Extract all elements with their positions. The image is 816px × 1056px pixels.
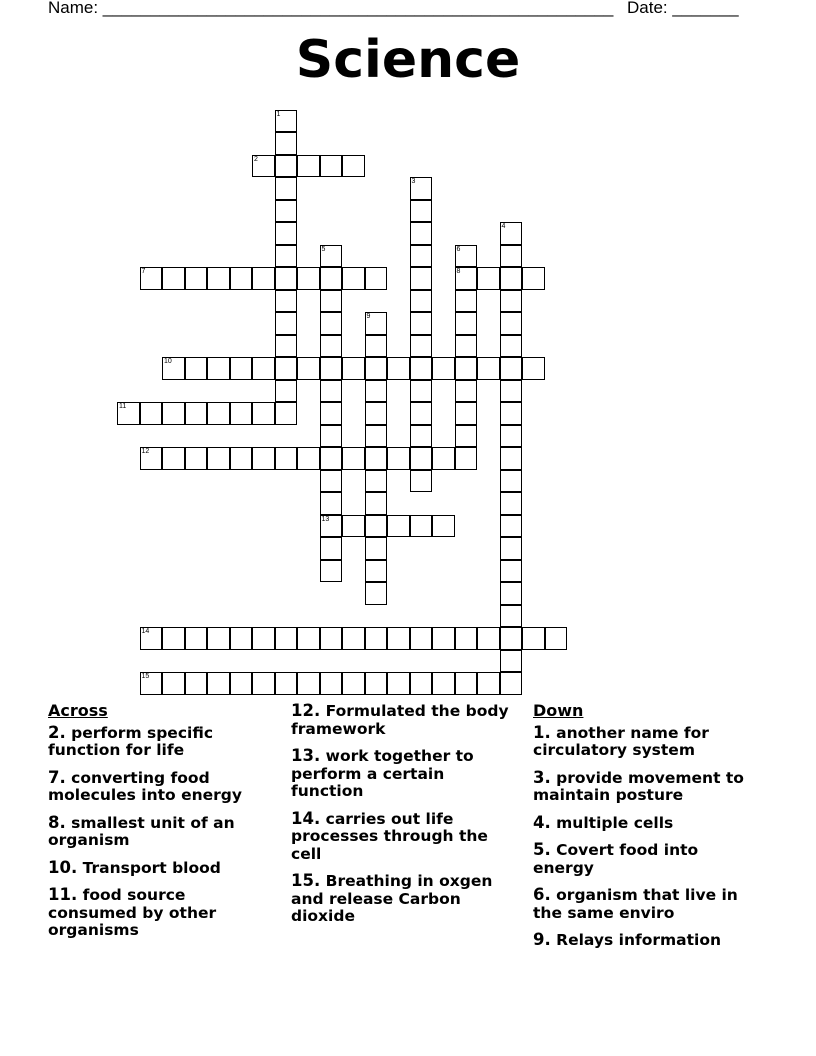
down-clues-column: [533, 702, 758, 959]
clue-across-2: 2. perform specific function for life: [48, 722, 214, 759]
clue-number: 10: [164, 358, 172, 365]
crossword-cell[interactable]: [500, 267, 523, 290]
crossword-cell[interactable]: [320, 425, 343, 448]
crossword-cell[interactable]: [365, 627, 388, 650]
crossword-cell[interactable]: [410, 470, 433, 493]
crossword-cell[interactable]: [275, 110, 298, 133]
crossword-cell[interactable]: [252, 447, 275, 470]
crossword-cell[interactable]: [162, 267, 185, 290]
crossword-cell[interactable]: [410, 627, 433, 650]
crossword-cell[interactable]: [342, 267, 365, 290]
crossword-cell[interactable]: [365, 582, 388, 605]
crossword-cell[interactable]: [185, 447, 208, 470]
crossword-cell[interactable]: [522, 627, 545, 650]
crossword-cell[interactable]: [500, 492, 523, 515]
clue-down-4: 4. multiple cells: [533, 812, 674, 832]
crossword-cell[interactable]: [365, 402, 388, 425]
crossword-cell[interactable]: [297, 672, 320, 695]
crossword-cell[interactable]: [500, 245, 523, 268]
crossword-cell[interactable]: [432, 515, 455, 538]
crossword-cell[interactable]: [455, 312, 478, 335]
clue-number: 11: [119, 403, 127, 410]
crossword-cell[interactable]: [477, 672, 500, 695]
crossword-cell[interactable]: [455, 627, 478, 650]
clue-number: 14: [141, 628, 150, 635]
crossword-cell[interactable]: [320, 470, 343, 493]
crossword-cell[interactable]: [387, 515, 410, 538]
crossword-cell[interactable]: [500, 650, 523, 673]
crossword-cell[interactable]: [342, 357, 365, 380]
crossword-cell[interactable]: [365, 312, 388, 335]
crossword-cell[interactable]: [387, 447, 410, 470]
crossword-cell[interactable]: [410, 402, 433, 425]
crossword-cell[interactable]: [500, 605, 523, 628]
clue-across-14: 14. carries out life processes through the cell: [291, 808, 488, 863]
crossword-cell[interactable]: [432, 627, 455, 650]
crossword-cell[interactable]: [185, 627, 208, 650]
crossword-cell[interactable]: [500, 447, 523, 470]
crossword-cell[interactable]: [455, 402, 478, 425]
crossword-cell[interactable]: [207, 267, 230, 290]
crossword-cell[interactable]: [387, 627, 410, 650]
crossword-cell[interactable]: [342, 447, 365, 470]
crossword-cell[interactable]: [207, 672, 230, 695]
crossword-cell[interactable]: [410, 425, 433, 448]
crossword-cell[interactable]: [365, 425, 388, 448]
clue-number: 4: [501, 223, 506, 230]
crossword-cell[interactable]: [455, 245, 478, 268]
crossword-cell[interactable]: [185, 402, 208, 425]
crossword-cell[interactable]: [207, 357, 230, 380]
crossword-cell[interactable]: [410, 177, 433, 200]
crossword-cell[interactable]: [297, 627, 320, 650]
clue-number: 8: [456, 268, 461, 275]
clue-number: 9: [366, 313, 371, 320]
crossword-cell[interactable]: [252, 155, 275, 178]
clue-across-8: 8. smallest unit of an organism: [48, 812, 235, 849]
crossword-cell[interactable]: [320, 447, 343, 470]
crossword-cell[interactable]: [500, 672, 523, 695]
crossword-cell[interactable]: [320, 492, 343, 515]
crossword-cell[interactable]: [275, 627, 298, 650]
crossword-cell[interactable]: [275, 402, 298, 425]
crossword-cell[interactable]: [455, 672, 478, 695]
crossword-cell[interactable]: [185, 267, 208, 290]
crossword-cell[interactable]: [500, 537, 523, 560]
crossword-cell[interactable]: [455, 447, 478, 470]
crossword-cell[interactable]: [320, 672, 343, 695]
crossword-cell[interactable]: [365, 492, 388, 515]
crossword-cell[interactable]: [230, 627, 253, 650]
crossword-cell[interactable]: [365, 515, 388, 538]
crossword-cell[interactable]: [230, 402, 253, 425]
crossword-cell[interactable]: [410, 222, 433, 245]
clue-number: 13: [321, 515, 330, 523]
clue-number: 12: [141, 448, 150, 455]
crossword-cell[interactable]: [500, 357, 523, 380]
crossword-cell[interactable]: [365, 470, 388, 493]
crossword-cell[interactable]: [410, 515, 433, 538]
clue-number: 3: [411, 178, 416, 185]
puzzle-title: Science: [295, 30, 521, 90]
crossword-cell[interactable]: [410, 380, 433, 403]
crossword-cell[interactable]: [410, 290, 433, 313]
clue-across-11: 11. food source consumed by other organisms: [48, 885, 217, 939]
crossword-cell[interactable]: [185, 357, 208, 380]
crossword-cell[interactable]: [230, 672, 253, 695]
crossword-cell[interactable]: [275, 245, 298, 268]
across-clues-column-1: [48, 702, 273, 949]
crossword-cell[interactable]: [455, 290, 478, 313]
clue-across-10: 10. Transport blood: [48, 857, 221, 877]
crossword-cell[interactable]: [320, 245, 343, 268]
crossword-cell[interactable]: [275, 672, 298, 695]
clue-number: 1: [276, 110, 281, 118]
crossword-cell[interactable]: [320, 335, 343, 358]
clue-across-12: 12. Formulated the body framework: [291, 701, 509, 738]
crossword-cell[interactable]: [342, 627, 365, 650]
crossword-cell[interactable]: [252, 627, 275, 650]
crossword-cell[interactable]: [207, 447, 230, 470]
crossword-cell[interactable]: [365, 335, 388, 358]
crossword-cell[interactable]: [432, 357, 455, 380]
clue-number: 7: [141, 268, 146, 275]
crossword-cell[interactable]: [140, 447, 163, 470]
crossword-cell[interactable]: [275, 357, 298, 380]
crossword-cell[interactable]: [500, 380, 523, 403]
crossword-cell[interactable]: [410, 672, 433, 695]
across-clues-column-2: [291, 702, 516, 935]
crossword-cell[interactable]: [162, 357, 185, 380]
crossword-cell[interactable]: [365, 380, 388, 403]
crossword-cell[interactable]: [522, 267, 545, 290]
crossword-cell[interactable]: [320, 290, 343, 313]
crossword-cell[interactable]: [140, 627, 163, 650]
crossword-cell[interactable]: [162, 627, 185, 650]
crossword-cell[interactable]: [342, 672, 365, 695]
crossword-cell[interactable]: [230, 267, 253, 290]
crossword-cell[interactable]: [545, 627, 568, 650]
clue-down-1: 1. another name for circulatory system: [533, 722, 709, 759]
crossword-cell[interactable]: [275, 335, 298, 358]
crossword-cell[interactable]: [320, 515, 343, 538]
crossword-cell[interactable]: [500, 335, 523, 358]
clue-number: 15: [141, 673, 150, 680]
crossword-cell[interactable]: [500, 515, 523, 538]
crossword-cell[interactable]: [297, 447, 320, 470]
crossword-cell[interactable]: [275, 222, 298, 245]
crossword-cell[interactable]: [477, 357, 500, 380]
crossword-cell[interactable]: [410, 267, 433, 290]
crossword-cell[interactable]: [500, 582, 523, 605]
clue-number: 5: [321, 245, 326, 253]
crossword-cell[interactable]: [320, 155, 343, 178]
crossword-cell[interactable]: [342, 155, 365, 178]
crossword-cell[interactable]: [455, 357, 478, 380]
crossword-cell[interactable]: [455, 267, 478, 290]
crossword-cell[interactable]: [207, 627, 230, 650]
clue-number: 2: [254, 155, 258, 163]
crossword-cell[interactable]: [252, 357, 275, 380]
clue-down-5: 5. Covert food into energy: [533, 840, 699, 877]
crossword-cell[interactable]: [500, 402, 523, 425]
crossword-cell[interactable]: [275, 132, 298, 155]
crossword-cell[interactable]: [275, 380, 298, 403]
crossword-cell[interactable]: [320, 357, 343, 380]
crossword-cell[interactable]: [117, 402, 140, 425]
crossword-cell[interactable]: [162, 402, 185, 425]
crossword-cell[interactable]: [252, 267, 275, 290]
clue-down-3: 3. provide movement to maintain posture: [533, 767, 744, 804]
crossword-cell[interactable]: [365, 447, 388, 470]
crossword-cell[interactable]: [230, 447, 253, 470]
crossword-cell[interactable]: [410, 312, 433, 335]
crossword-cell[interactable]: [477, 627, 500, 650]
date-field-label: Date: _______: [627, 0, 739, 17]
crossword-cell[interactable]: [500, 627, 523, 650]
crossword-cell[interactable]: [162, 447, 185, 470]
crossword-cell[interactable]: [275, 155, 298, 178]
crossword-cell[interactable]: [365, 267, 388, 290]
clue-number: 6: [456, 245, 461, 253]
across-heading: Across: [48, 701, 108, 720]
crossword-cell[interactable]: [410, 357, 433, 380]
crossword-cell[interactable]: [387, 357, 410, 380]
crossword-cell[interactable]: [477, 267, 500, 290]
crossword-cell[interactable]: [320, 380, 343, 403]
clue-down-6: 6. organism that live in the same enviro: [533, 885, 738, 922]
crossword-cell[interactable]: [297, 357, 320, 380]
crossword-cell[interactable]: [320, 312, 343, 335]
crossword-cell[interactable]: [365, 537, 388, 560]
crossword-cell[interactable]: [500, 290, 523, 313]
crossword-cell[interactable]: [500, 425, 523, 448]
crossword-cell[interactable]: [140, 402, 163, 425]
crossword-cell[interactable]: [320, 267, 343, 290]
crossword-cell[interactable]: [275, 267, 298, 290]
crossword-cell[interactable]: [500, 470, 523, 493]
down-heading: Down: [533, 701, 584, 720]
crossword-cell[interactable]: [320, 537, 343, 560]
clue-across-15: 15. Breathing in oxgen and release Carbon dioxide: [291, 871, 493, 925]
crossword-cell[interactable]: [365, 560, 388, 583]
crossword-cell[interactable]: [275, 290, 298, 313]
crossword-cell[interactable]: [342, 515, 365, 538]
crossword-cell[interactable]: [500, 560, 523, 583]
crossword-cell[interactable]: [140, 267, 163, 290]
crossword-cell[interactable]: [387, 672, 410, 695]
crossword-cell[interactable]: [410, 447, 433, 470]
crossword-cell[interactable]: [252, 672, 275, 695]
crossword-cell[interactable]: [320, 402, 343, 425]
crossword-cell[interactable]: [522, 357, 545, 380]
crossword-cell[interactable]: [320, 560, 343, 583]
crossword-cell[interactable]: [320, 627, 343, 650]
crossword-cell[interactable]: [275, 447, 298, 470]
crossword-cell[interactable]: [275, 312, 298, 335]
crossword-cell[interactable]: [230, 357, 253, 380]
crossword-cell[interactable]: [297, 155, 320, 178]
crossword-cell[interactable]: [162, 672, 185, 695]
crossword-cell[interactable]: [432, 447, 455, 470]
crossword-cell[interactable]: [455, 335, 478, 358]
name-field-label: Name: ______________________________________________________: [48, 0, 614, 17]
crossword-cell[interactable]: [275, 177, 298, 200]
crossword-cell[interactable]: [207, 402, 230, 425]
crossword-cell[interactable]: [455, 425, 478, 448]
crossword-cell[interactable]: [410, 200, 433, 223]
crossword-cell[interactable]: [140, 672, 163, 695]
crossword-cell[interactable]: [185, 672, 208, 695]
crossword-cell[interactable]: [410, 245, 433, 268]
crossword-cell[interactable]: [365, 672, 388, 695]
crossword-cell[interactable]: [500, 312, 523, 335]
clue-across-7: 7. converting food molecules into energy: [48, 767, 242, 804]
crossword-cell[interactable]: [410, 335, 433, 358]
clue-down-9: 9. Relays information: [533, 930, 722, 949]
crossword-cell[interactable]: [365, 357, 388, 380]
crossword-cell[interactable]: [297, 267, 320, 290]
crossword-cell[interactable]: [432, 672, 455, 695]
crossword-cell[interactable]: [275, 200, 298, 223]
crossword-cell[interactable]: [500, 222, 523, 245]
clue-across-13: 13. work together to perform a certain function: [291, 746, 474, 800]
crossword-cell[interactable]: [252, 402, 275, 425]
crossword-cell[interactable]: [455, 380, 478, 403]
